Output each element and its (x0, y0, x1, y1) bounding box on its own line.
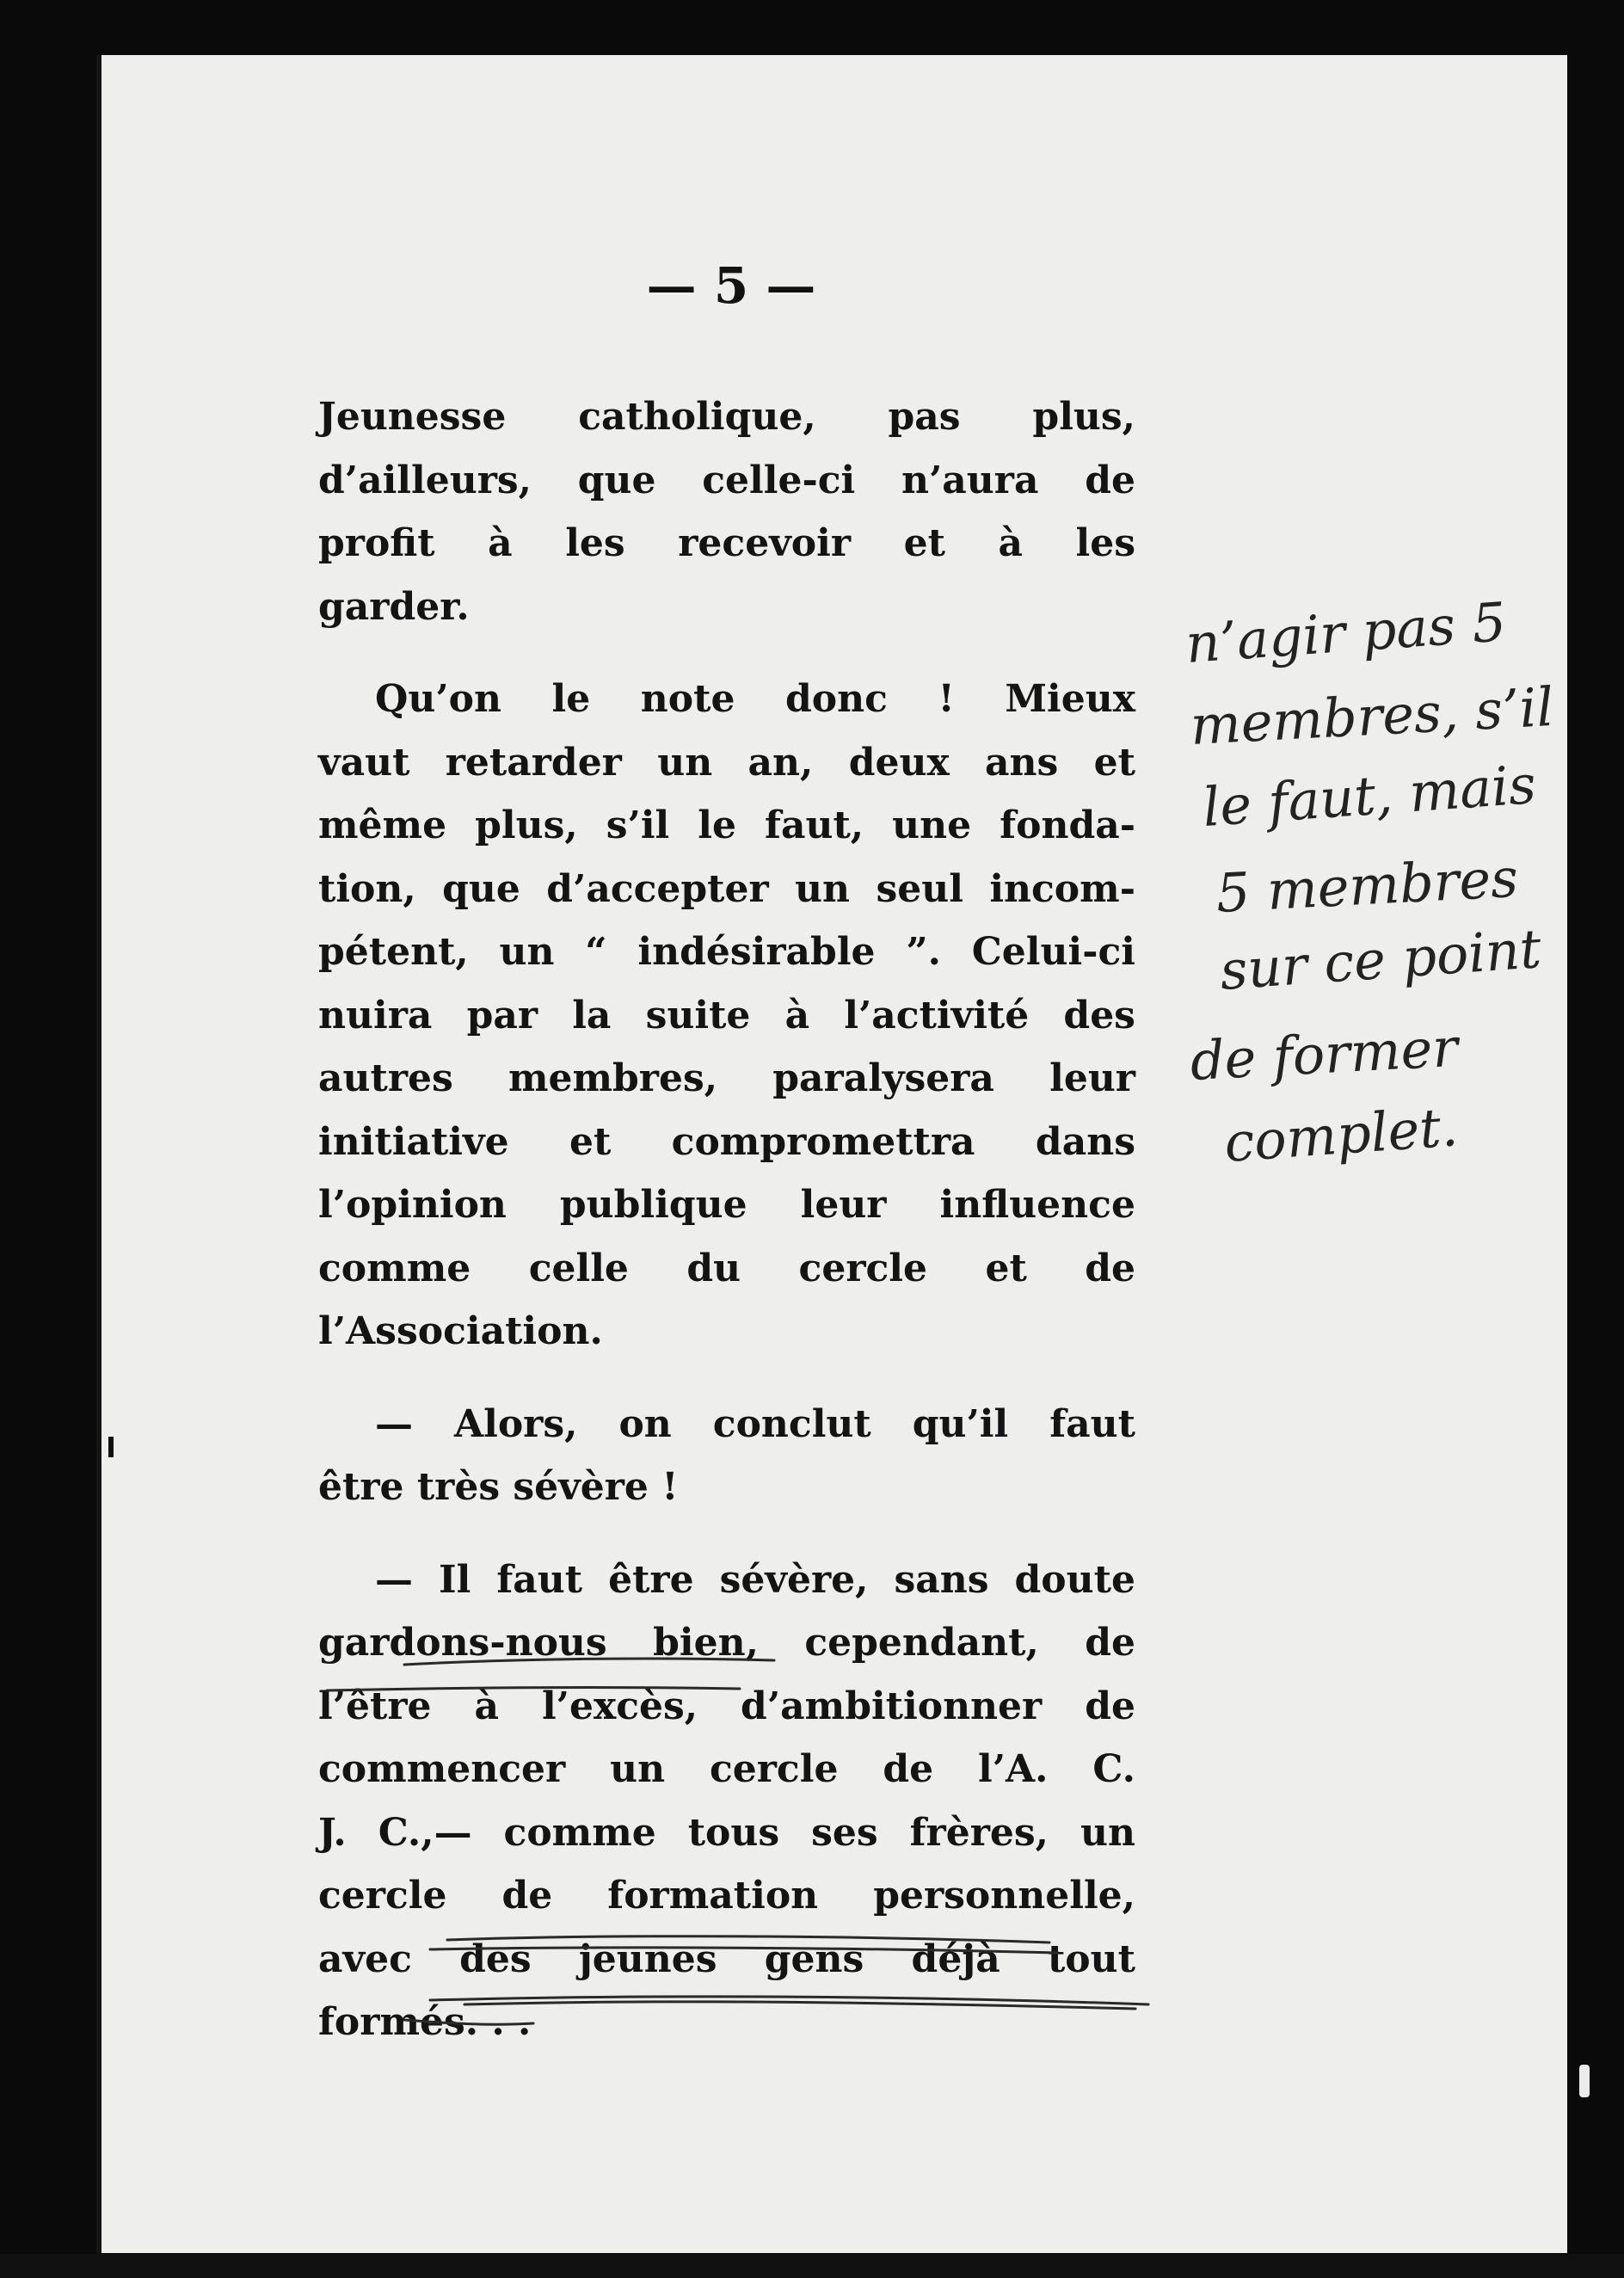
word: publique (559, 1183, 747, 1227)
word: l’excès, (541, 1684, 698, 1728)
word: leur (1049, 1056, 1135, 1100)
word: le (698, 803, 737, 847)
word: faut, (765, 803, 864, 847)
text-line (318, 1111, 1135, 1174)
word: des (1063, 993, 1135, 1037)
word: et (569, 1119, 612, 1164)
word: on (618, 1401, 672, 1446)
handwritten-line: n’agir pas 5 (1183, 590, 1509, 675)
word: de (1085, 1621, 1135, 1665)
handwritten-line: membres, s’il (1188, 674, 1555, 757)
word: par (466, 993, 538, 1037)
word: à (474, 1684, 499, 1728)
word: d’accepter (546, 866, 769, 911)
text-line (318, 731, 1135, 795)
text-line (318, 984, 1135, 1048)
word: gens (764, 1936, 864, 1981)
word: déjà (911, 1936, 1000, 1981)
word: de (501, 1874, 553, 1918)
word: n’aura (901, 458, 1039, 502)
word: Qu’on (375, 677, 501, 721)
text-line (318, 1928, 1135, 1992)
text-line (318, 449, 1135, 513)
text-line (318, 1548, 1135, 1612)
text-line (318, 920, 1135, 984)
word: jeunes (578, 1936, 717, 1981)
word: les (1075, 521, 1135, 565)
handwritten-line: de former (1188, 1015, 1460, 1093)
text-line (318, 1801, 1135, 1865)
word: être (608, 1557, 694, 1602)
word: — (375, 1557, 413, 1602)
word: faut (1049, 1401, 1135, 1446)
word: C. (1092, 1747, 1135, 1791)
word: de (1085, 458, 1135, 502)
text-line (318, 1393, 1135, 1456)
word: à (998, 521, 1023, 565)
word: indésirable (637, 930, 876, 974)
scanner-bottom-edge (0, 2254, 1624, 2278)
handwritten-line: le faut, mais (1200, 753, 1538, 839)
word: retarder (445, 740, 622, 785)
word: C.,— (378, 1810, 472, 1855)
word: gardons-nous (318, 1621, 607, 1665)
word: profit (318, 521, 435, 565)
word: plus, (475, 803, 578, 847)
word: membres, (508, 1056, 718, 1100)
word: bien, (653, 1621, 759, 1665)
text-line (318, 668, 1135, 731)
word: sévère, (719, 1557, 869, 1602)
word: que (442, 866, 520, 911)
body-text (318, 385, 1135, 2054)
word: l’activité (844, 993, 1030, 1037)
word: qu’il (912, 1401, 1009, 1446)
word: J. (318, 1810, 347, 1855)
word: et (1093, 740, 1135, 785)
text-line (318, 1611, 1135, 1675)
text-line (318, 858, 1135, 921)
word: “ (585, 930, 607, 974)
word: influence (939, 1183, 1135, 1227)
word: suite (645, 993, 751, 1037)
text-line: l’Association. (318, 1309, 603, 1353)
word: deux (848, 740, 950, 785)
text-line: être très sévère ! (318, 1465, 679, 1509)
edge-mark (1579, 2065, 1590, 2097)
word: tion, (318, 866, 416, 911)
word: d’ambitionner (741, 1684, 1043, 1728)
word: nuira (318, 993, 433, 1037)
word: Mieux (1005, 677, 1135, 721)
word: à (784, 993, 810, 1037)
word: vaut (318, 740, 410, 785)
word: Il (439, 1557, 471, 1602)
word: pas (888, 395, 961, 439)
word: avec (318, 1936, 412, 1981)
word: le (551, 677, 591, 721)
word: du (686, 1246, 741, 1290)
word: cercle (709, 1747, 839, 1791)
word: conclut (712, 1401, 871, 1446)
word: faut (496, 1557, 583, 1602)
text-line (318, 1237, 1135, 1301)
word: — (375, 1401, 413, 1446)
word: fonda- (1000, 803, 1135, 847)
handwritten-line: complet. (1221, 1095, 1461, 1174)
word: un (499, 930, 555, 974)
page-number: — 5 — (646, 256, 816, 315)
word: de (1085, 1684, 1135, 1728)
word: comme (318, 1246, 471, 1290)
word: que (577, 458, 656, 502)
word: s’il (606, 803, 670, 847)
word: des (459, 1936, 532, 1981)
word: cercle (798, 1246, 928, 1290)
word: un (795, 866, 851, 911)
word: celle-ci (702, 458, 856, 502)
word: l’être (318, 1684, 432, 1728)
word: la (572, 993, 612, 1037)
word: donc (785, 677, 888, 721)
text-line (318, 512, 1135, 576)
word: note (640, 677, 735, 721)
word: tout (1047, 1936, 1135, 1981)
text-line: garder. (318, 584, 470, 629)
word: doute (1014, 1557, 1135, 1602)
word: ans (985, 740, 1059, 785)
word: cercle (318, 1874, 447, 1918)
word: tous (687, 1810, 780, 1855)
word: comme (503, 1810, 656, 1855)
word: incom- (989, 866, 1135, 911)
word: catholique, (578, 395, 816, 439)
word: et (903, 521, 945, 565)
text-line (318, 1047, 1135, 1111)
text-line: formés. . . (318, 2000, 532, 2044)
word: un (657, 740, 713, 785)
word: pétent, (318, 930, 469, 974)
word: compromettra (671, 1119, 975, 1164)
word: Alors, (453, 1401, 578, 1446)
word: même (318, 803, 447, 847)
word: recevoir (678, 521, 852, 565)
word: les (565, 521, 625, 565)
handwritten-line: 5 membres (1214, 846, 1520, 925)
word: à (488, 521, 513, 565)
word: un (1080, 1810, 1135, 1855)
word: dans (1035, 1119, 1135, 1164)
word: Jeunesse (318, 395, 507, 439)
word: Celui-ci (971, 930, 1135, 974)
word: et (985, 1246, 1027, 1290)
word: commencer (318, 1747, 566, 1791)
word: de (883, 1747, 934, 1791)
word: frères, (909, 1810, 1049, 1855)
word: personnelle, (873, 1874, 1135, 1918)
text-line (318, 794, 1135, 858)
word: sans (894, 1557, 989, 1602)
text-line (318, 1864, 1135, 1928)
word: de (1085, 1246, 1135, 1290)
word: cependant, (804, 1621, 1039, 1665)
text-line (318, 1675, 1135, 1739)
word: ses (811, 1810, 878, 1855)
word: ! (938, 677, 955, 721)
text-line (318, 385, 1135, 449)
word: une (892, 803, 972, 847)
word: ”. (906, 930, 941, 974)
word: seul (876, 866, 963, 911)
word: paralysera (772, 1056, 994, 1100)
word: autres (318, 1056, 453, 1100)
text-line (318, 1738, 1135, 1801)
word: l’opinion (318, 1183, 507, 1227)
spine-mark (108, 1437, 114, 1457)
word: un (610, 1747, 666, 1791)
word: initiative (318, 1119, 509, 1164)
word: an, (747, 740, 814, 785)
text-line (318, 1173, 1135, 1237)
word: celle (528, 1246, 629, 1290)
word: formation (607, 1874, 819, 1918)
word: l’A. (977, 1747, 1049, 1791)
word: leur (800, 1183, 887, 1227)
word: d’ailleurs, (318, 458, 532, 502)
handwritten-line: sur ce point (1217, 917, 1544, 1002)
word: plus, (1032, 395, 1135, 439)
